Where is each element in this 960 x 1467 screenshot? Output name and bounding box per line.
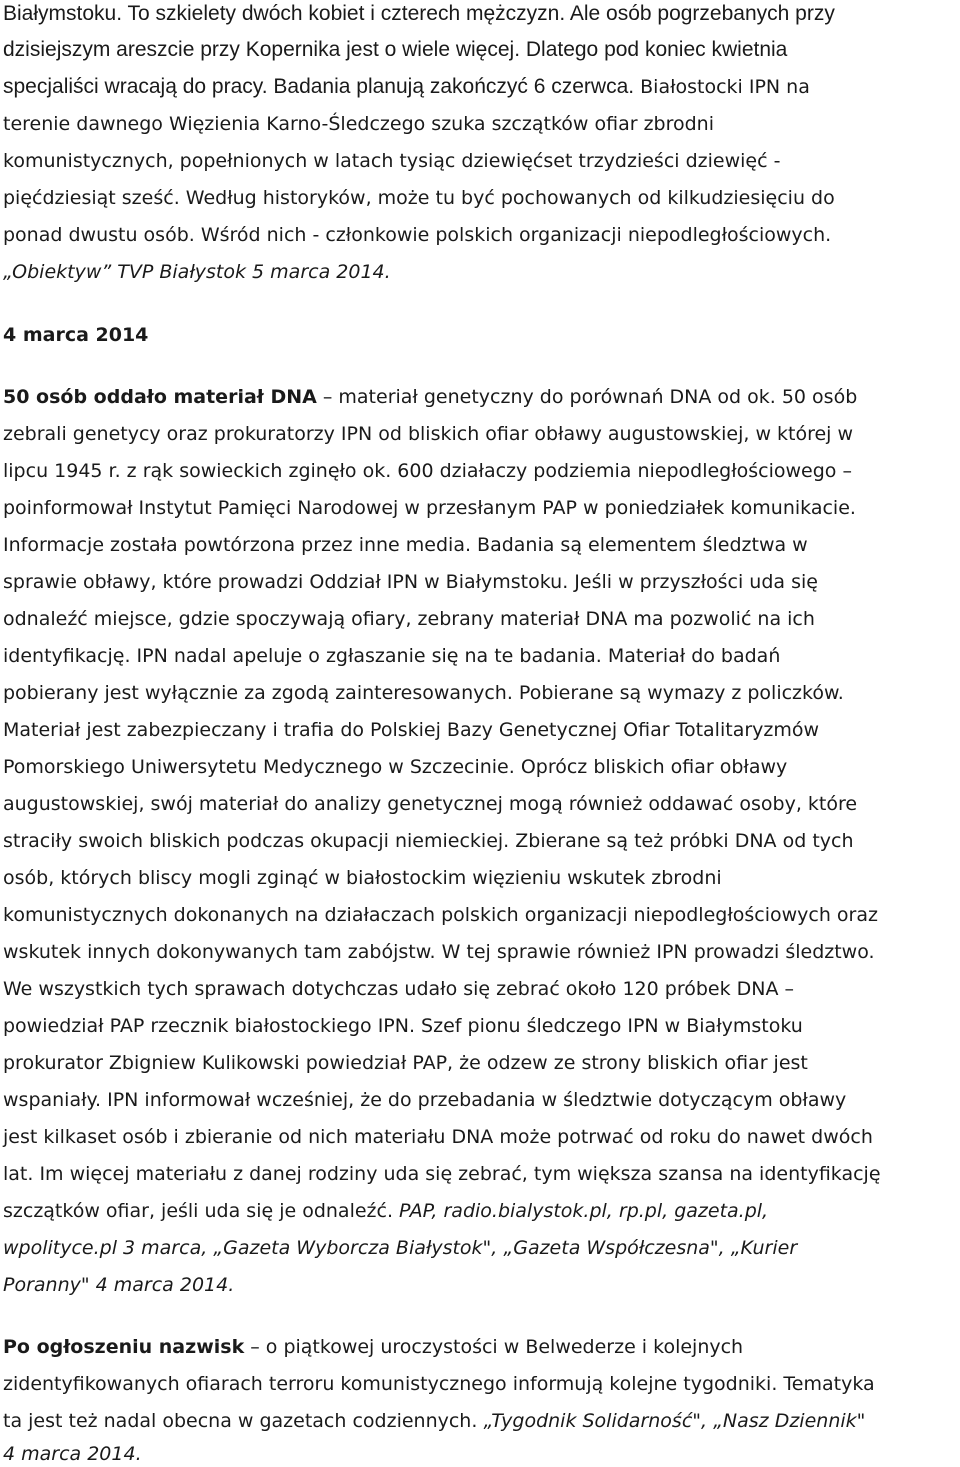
- text-line: [3, 222, 831, 248]
- text-span: lipcu 1945 r. z rąk sowieckich zginęło ok. 600 działaczy podziemia niepodległościowego –: [3, 460, 852, 482]
- text-span: szczątków ofiar, jeśli uda się je odnaleźć.: [3, 1200, 394, 1222]
- text-line: [3, 680, 844, 706]
- text-span: wspaniały. IPN informował wcześniej, że do przebadania w śledztwie dotyczącym obławy: [3, 1089, 847, 1111]
- text-line: [3, 495, 856, 521]
- text-line: [3, 1198, 768, 1224]
- source-citation: [3, 1235, 797, 1261]
- text-span: straciły swoich bliskich podczas okupacji niemieckiej. Zbierane są też próbki DNA od tych: [3, 830, 854, 852]
- source-citation: [3, 1441, 142, 1467]
- text-line: [3, 458, 852, 484]
- text-line: [3, 111, 714, 137]
- text-line: [3, 939, 875, 965]
- text-span: augustowskiej, swój materiał do analizy genetycznej mogą również oddawać osoby, które: [3, 793, 858, 815]
- source-citation: PAP, radio.bialystok.pl, rp.pl, gazeta.pl,: [393, 1200, 769, 1222]
- text-line: [3, 865, 722, 891]
- text-span: 4 marca 2014: [3, 324, 149, 346]
- text-line: [3, 1124, 873, 1150]
- text-line: [3, 902, 878, 928]
- text-line: [3, 421, 853, 447]
- text-span: Poranny" 4 marca 2014.: [3, 1274, 235, 1296]
- text-span: pobierany jest wyłącznie za zgodą zainteresowanych. Pobierane są wymazy z policzków.: [3, 682, 844, 704]
- text-span: Materiał jest zabezpieczany i trafia do Polskiej Bazy Genetycznej Ofiar Totalitaryzmów: [3, 719, 820, 741]
- text-line: [3, 754, 787, 780]
- text-span: komunistycznych, popełnionych w latach tysiąc dziewięćset trzydzieści dziewięć -: [3, 150, 781, 172]
- text-line: [3, 1371, 875, 1397]
- paragraph-lead: 50 osób oddało materiał DNA: [3, 386, 317, 408]
- text-span: „Obiektyw” TVP Białystok 5 marca 2014.: [3, 261, 391, 283]
- text-line: [3, 532, 808, 558]
- text-line: [3, 606, 815, 632]
- text-line: [3, 1408, 865, 1434]
- text-span: ta jest też nadal obecna w gazetach codziennych.: [3, 1410, 484, 1432]
- text-span: Białymstoku. To szkielety dwóch kobiet i czterech mężczyzn. Ale osób pogrzebanych przy: [3, 2, 835, 25]
- text-span: zebrali genetycy oraz prokuratorzy IPN od bliskich ofiar obławy augustowskiej, w której w: [3, 423, 854, 445]
- text-span: We wszystkich tych sprawach dotychczas udało się zebrać około 120 próbek DNA –: [3, 978, 795, 1000]
- text-line: [3, 791, 857, 817]
- text-line: [3, 828, 854, 854]
- source-citation: „Tygodnik Solidarność", „Nasz Dziennik": [483, 1410, 866, 1432]
- text-line: [3, 976, 794, 1002]
- text-line: [3, 1050, 808, 1076]
- text-span: jest kilkaset osób i zbieranie od nich materiału DNA może potrwać od roku do nawet dwóch: [3, 1126, 873, 1148]
- text-span: 4 marca 2014.: [3, 1443, 142, 1465]
- text-span: zidentyfikowanych ofiarach terroru komunistycznego informują kolejne tygodniki. Tematyka: [3, 1373, 875, 1395]
- text-span: terenie dawnego Więzienia Karno-Śledczego szuka szczątków ofiar zbrodni: [3, 113, 714, 135]
- text-span: pięćdziesiąt sześć. Według historyków, może tu być pochowanych od kilkudziesięciu do: [3, 187, 835, 209]
- source-citation: [3, 259, 391, 285]
- text-span: ponad dwustu osób. Wśród nich - członkowie polskich organizacji niepodległościowych.: [3, 224, 832, 246]
- text-span: – o piątkowej uroczystości w Belwederze i kolejnych: [244, 1336, 744, 1358]
- text-line: [3, 569, 818, 595]
- text-span: poinformował Instytut Pamięci Narodowej w przesłanym PAP w poniedziałek komunikacie.: [3, 497, 856, 519]
- text-line: [3, 1087, 846, 1113]
- source-citation: [3, 1272, 234, 1298]
- text-line: [3, 148, 780, 174]
- text-span: Informacje została powtórzona przez inne media. Badania są elementem śledztwa w: [3, 534, 808, 556]
- text-span: Białostocki IPN na: [634, 76, 810, 98]
- text-span: identyfikację. IPN nadal apeluje o zgłaszanie się na te badania. Materiał do badań: [3, 645, 781, 667]
- text-span: komunistycznych dokonanych na działaczach polskich organizacji niepodległościowych oraz: [3, 904, 878, 926]
- text-line: [3, 717, 819, 743]
- text-span: osób, których bliscy mogli zginąć w białostockim więzieniu wskutek zbrodni: [3, 867, 722, 889]
- text-line: [3, 1334, 743, 1360]
- text-span: wskutek innych dokonywanych tam zabójstw. W tej sprawie również IPN prowadzi śledztwo.: [3, 941, 875, 963]
- date-heading: [3, 322, 148, 348]
- text-line: [3, 643, 780, 669]
- text-line: [3, 37, 787, 63]
- text-span: sprawie obławy, które prowadzi Oddział IPN w Białymstoku. Jeśli w przyszłości uda się: [3, 571, 818, 593]
- text-line: [3, 74, 810, 100]
- text-line: [3, 1013, 803, 1039]
- text-span: Pomorskiego Uniwersytetu Medycznego w Szczecinie. Oprócz bliskich ofiar obławy: [3, 756, 788, 778]
- text-span: specjaliści wracają do pracy. Badania planują zakończyć 6 czerwca.: [3, 75, 635, 98]
- text-line: [3, 185, 835, 211]
- paragraph-lead: Po ogłoszeniu nazwisk: [3, 1336, 245, 1358]
- text-span: prokurator Zbigniew Kulikowski powiedział PAP, że odzew ze strony bliskich ofiar jest: [3, 1052, 808, 1074]
- text-span: powiedział PAP rzecznik białostockiego IPN. Szef pionu śledczego IPN w Białymstoku: [3, 1015, 803, 1037]
- text-span: wpolityce.pl 3 marca, „Gazeta Wyborcza Białystok", „Gazeta Współczesna", „Kurier: [3, 1237, 798, 1259]
- text-span: dzisiejszym areszcie przy Kopernika jest o wiele więcej. Dlatego pod koniec kwietnia: [3, 38, 788, 61]
- text-span: odnaleźć miejsce, gdzie spoczywają ofiary, zebrany materiał DNA ma pozwolić na ich: [3, 608, 815, 630]
- text-line: [3, 1, 835, 27]
- text-span: – materiał genetyczny do porównań DNA od ok. 50 osób: [316, 386, 858, 408]
- text-line: [3, 384, 857, 410]
- text-span: lat. Im więcej materiału z danej rodziny uda się zebrać, tym większa szansa na identyfikację: [3, 1163, 881, 1185]
- text-line: [3, 1161, 881, 1187]
